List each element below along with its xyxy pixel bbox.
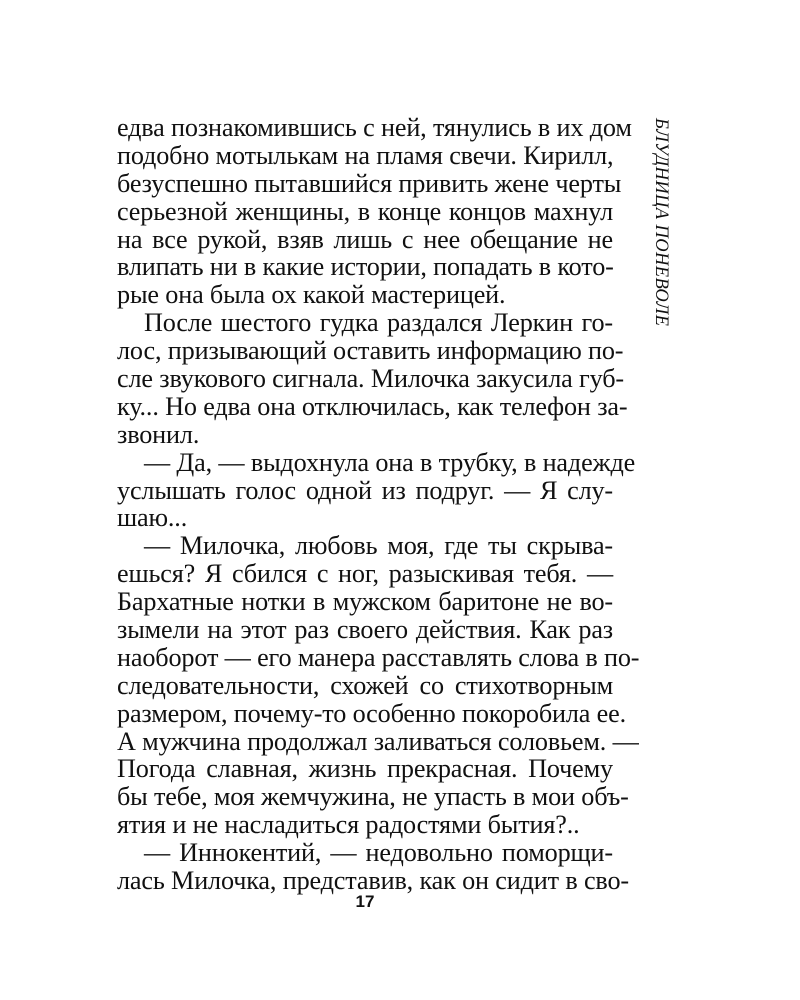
text-line: серьезной женщины, в конце концов махнул <box>117 196 613 226</box>
text-line: Погода славная, жизнь прекрасная. Почему <box>117 754 613 784</box>
text-line: наоборот — его манера расставлять слова в по- <box>117 642 640 672</box>
text-line: звонил. <box>117 419 200 449</box>
text-line: шаю... <box>117 503 188 533</box>
text-line: — Да, — выдохнула она в трубку, в надежде <box>144 447 636 477</box>
running-title: БЛУДНИЦА ПОНЕВОЛЕ <box>651 118 671 327</box>
text-line: А мужчина продолжал заливаться соловьем. — <box>117 726 639 756</box>
text-line: сле звукового сигнала. Милочка закусила губ- <box>117 364 624 394</box>
text-line: зымели на этот раз своего действия. Как раз <box>117 615 613 645</box>
text-line: безуспешно пытавшийся привить жене черты <box>117 168 622 198</box>
text-line: бы тебе, моя жемчужина, не упасть в мои объ- <box>117 782 629 812</box>
text-line: едва познакомившись с ней, тянулись в их дом <box>117 113 632 142</box>
text-line: ешься? Я сбился с ног, разыскивая тебя. — <box>117 559 613 589</box>
text-line: влипать ни в какие истории, попадать в кото- <box>117 252 614 282</box>
text-line: услышать голос одной из подруг. — Я слу- <box>117 475 613 505</box>
page-number: 17 <box>355 892 375 911</box>
text-line: — Иннокентий, — недовольно поморщи- <box>144 838 613 868</box>
text-line: Бархатные нотки в мужском баритоне не во- <box>117 587 613 617</box>
text-line: подобно мотылькам на пламя свечи. Кирилл, <box>117 140 614 170</box>
body-text <box>117 113 640 896</box>
text-line: — Милочка, любовь моя, где ты скрыва- <box>144 531 613 561</box>
text-line: ятия и не насладиться радостями бытия?.. <box>117 810 580 840</box>
text-line: ку... Но едва она отключилась, как телефон за- <box>117 391 628 421</box>
text-line: на все рукой, взяв лишь с нее обещание не <box>117 224 613 254</box>
text-line: лос, призывающий оставить информацию по- <box>117 336 624 366</box>
text-line: рые она была ох какой мастерицей. <box>117 280 506 310</box>
text-line: лась Милочка, представив, как он сидит в сво- <box>117 866 629 896</box>
text-line: размером, почему-то особенно покоробила ее. <box>117 698 627 728</box>
text-line: После шестого гудка раздался Леркин го- <box>144 308 613 338</box>
text-line: следовательности, схожей со стихотворным <box>117 670 613 700</box>
